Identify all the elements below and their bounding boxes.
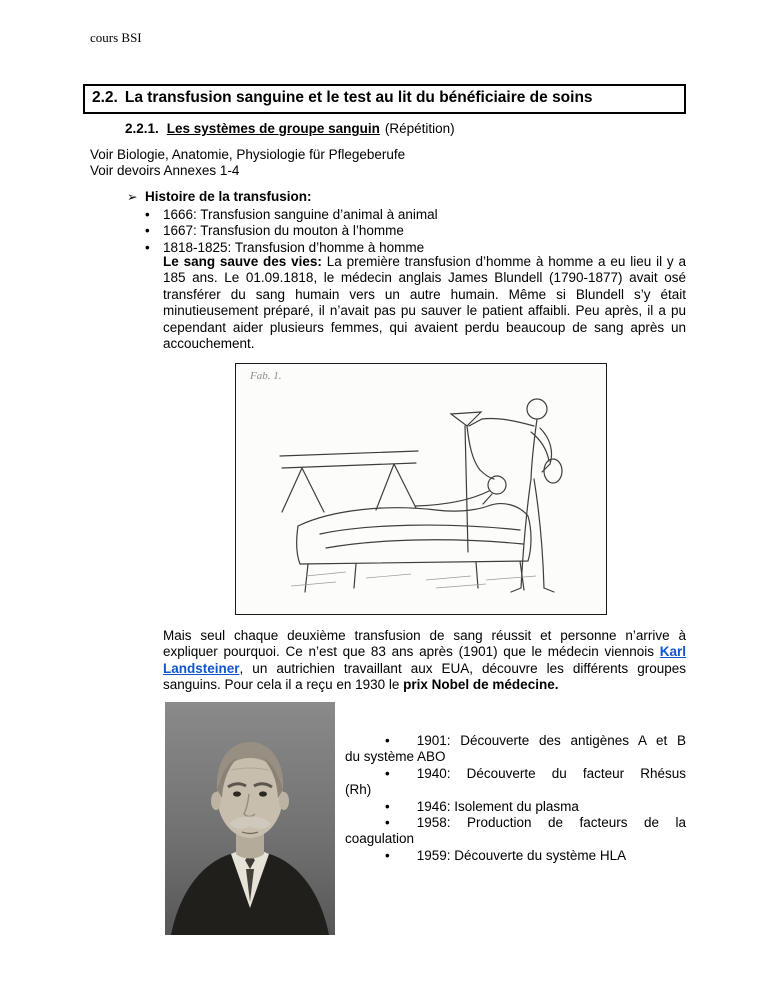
paragraph-text-after-link: , un autrichien travaillant aux EUA, découvre les différents groupes sanguins. Pour cela il a reçu en 1930 le — [163, 660, 686, 693]
history-list-item — [145, 207, 438, 223]
bullet-icon: • — [145, 223, 150, 239]
bullet-icon: • — [385, 798, 390, 814]
timeline-text: 1959: Découverte du système HLA — [416, 847, 627, 863]
subsection-heading — [125, 121, 455, 136]
section-title-text: La transfusion sanguine et le test au lit du bénéficiaire de soins — [124, 89, 593, 106]
figure-label: Fab. 1. — [250, 370, 282, 382]
bullet-icon: • — [385, 847, 390, 863]
timeline-item — [345, 766, 686, 799]
history-item-text: 1666: Transfusion sanguine d’animal à animal — [163, 207, 438, 222]
history-heading — [127, 189, 312, 204]
timeline-item — [345, 799, 686, 815]
bullet-icon: • — [385, 815, 390, 831]
karl-landsteiner-link[interactable]: Karl Landsteiner — [163, 644, 686, 676]
reference-notes — [90, 147, 405, 180]
history-item-text: 1818-1825: Transfusion d’homme à homme — [163, 239, 425, 255]
timeline-text: du système ABO — [345, 749, 446, 765]
blundell-paragraph — [163, 254, 686, 352]
history-list-item — [145, 223, 438, 239]
paragraph-lead-bold: Le sang sauve des vies: — [163, 254, 322, 269]
history-heading-text: Histoire de la transfusion: — [145, 189, 312, 204]
discoveries-timeline — [345, 733, 686, 864]
section-number: 2.2. — [92, 89, 118, 106]
bullet-icon: • — [145, 239, 150, 255]
bullet-icon: • — [145, 207, 150, 222]
paragraph-text-before-link: Mais seul chaque deuxième transfusion de sang réussit et personne n’arrive à expliquer pourquoi. Ce n’est que 83 ans après (1901) que le médecin viennois — [163, 628, 686, 660]
timeline-text: coagulation — [345, 831, 415, 847]
subsection-number: 2.2.1. — [125, 121, 159, 136]
timeline-text: 1958: Production de facteurs de la — [416, 815, 686, 831]
timeline-item — [345, 848, 686, 864]
reference-line-2: Voir devoirs Annexes 1-4 — [90, 163, 240, 179]
figure-transfusion-engraving — [235, 363, 607, 615]
history-list — [145, 207, 438, 256]
timeline-text: 1901: Découverte des antigènes A et B — [416, 733, 686, 748]
section-title-box — [83, 84, 686, 114]
timeline-text: 1946: Isolement du plasma — [416, 798, 579, 814]
subsection-title-text: Les systèmes de groupe sanguin — [166, 121, 380, 136]
engraving-illustration — [236, 364, 606, 614]
subsection-suffix: (Répétition) — [384, 121, 455, 136]
portrait-karl-landsteiner — [165, 702, 335, 935]
arrow-bullet-icon: ➢ — [127, 190, 138, 204]
paragraph-body-text: La première transfusion d’homme à homme a eu lieu il y a 185 ans. Le 01.09.1818, le médecin anglais James Blundell (1790-1877) avait osé transférer du sang humain vers un autre humain. Même si Blundell s’y était minutieusement préparé, il n’avait pas pu sauver le patient affaibli. Peu après, il a pu cependant aider plusieurs femmes, qui avaient perdu beaucoup de sang après un accouchement. — [163, 254, 686, 352]
bullet-icon: • — [385, 733, 390, 748]
paragraph-bold-tail: prix Nobel de médecine. — [403, 677, 559, 693]
history-item-text: 1667: Transfusion du mouton à l’homme — [163, 223, 404, 239]
course-label: cours BSI — [90, 30, 142, 45]
bullet-icon: • — [385, 765, 390, 781]
timeline-item — [345, 815, 686, 848]
landsteiner-paragraph — [163, 628, 686, 694]
portrait-photo — [165, 702, 335, 935]
timeline-text: (Rh) — [345, 782, 372, 798]
timeline-item — [345, 733, 686, 766]
reference-line-1: Voir Biologie, Anatomie, Physiologie für Pflegeberufe — [90, 147, 406, 162]
timeline-text: 1940: Découverte du facteur Rhésus — [416, 765, 686, 781]
